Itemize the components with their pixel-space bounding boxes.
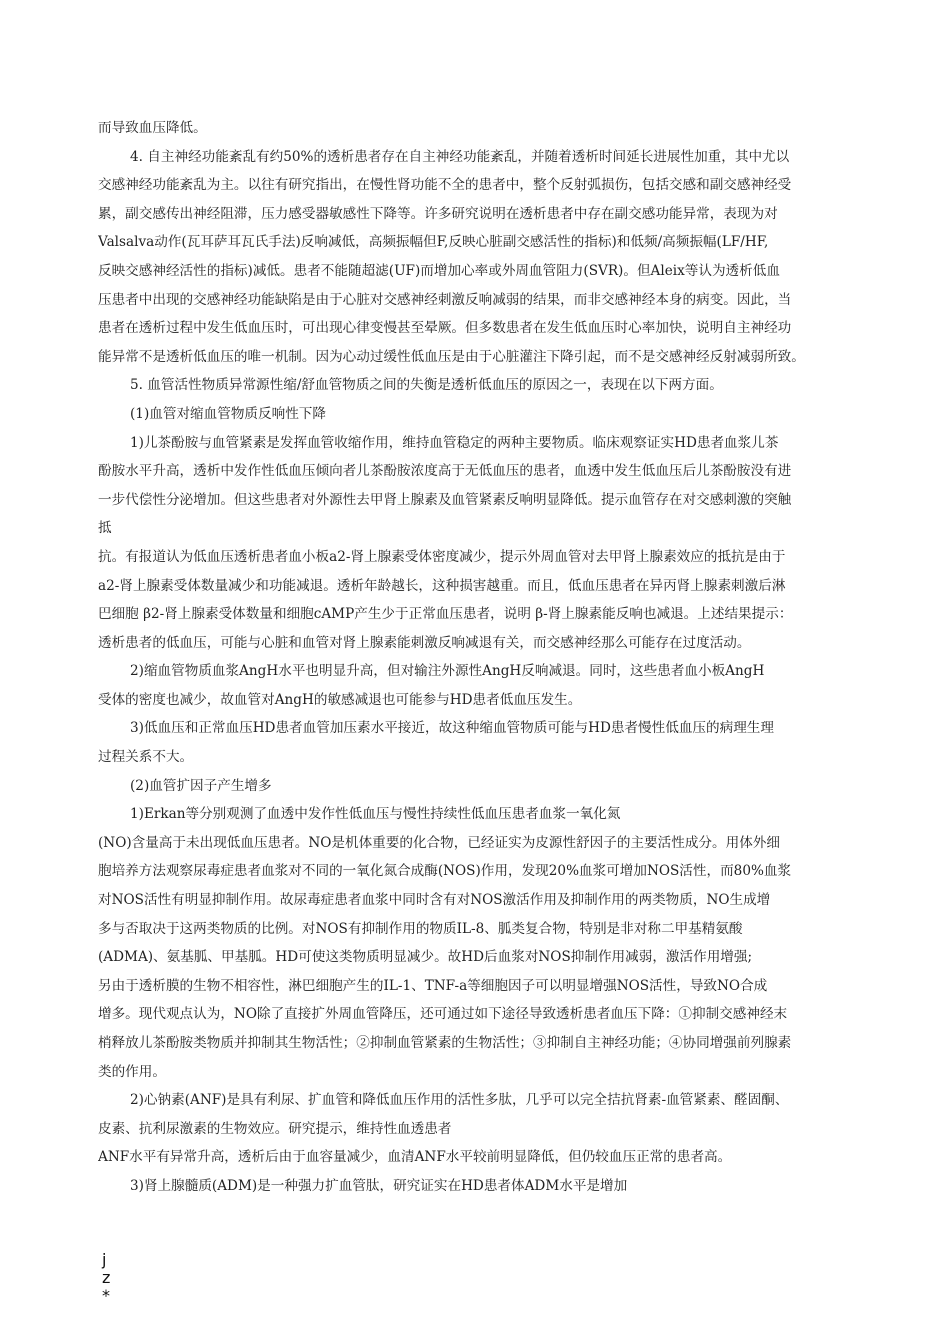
text-line: 累，副交感传出神经阻滞，压力感受器敏感性下降等。许多研究说明在透析患者中存在副交感功能异常，表现为对 xyxy=(98,205,778,222)
text-line: a2-肾上腺素受体数量减少和功能减退。透析年龄越长，这种损害越重。而且，低血压患者在异丙肾上腺素刺激后淋 xyxy=(98,577,786,594)
text-line: 抵 xyxy=(98,520,112,537)
text-line: 皮素、抗利尿激素的生物效应。研究提示，维持性血透患者 xyxy=(98,1120,452,1137)
text-line: 交感神经功能紊乱为主。以往有研究指出，在慢性肾功能不全的患者中，整个反射弧损伤，包括交感和副交感神经受 xyxy=(98,177,792,194)
text-line: ANF水平有异常升高，透析后由于血容量减少，血清ANF水平较前明显降低，但仍较血压正常的患者高。 xyxy=(98,1149,732,1166)
text-line: 增多。现代观点认为，NO除了直接扩外周血管降压，还可通过如下途径导致透析患者血压下降：①抑制交感神经末 xyxy=(98,1006,788,1023)
text-line: 4. 自主神经功能紊乱有约50%的透析患者存在自主神经功能紊乱，并随着透析时间延长进展性加重，其中尤以 xyxy=(130,148,790,165)
text-line: 透析患者的低血压，可能与心脏和血管对肾上腺素能刺激反响减退有关，而交感神经那么可能存在过度活动。 xyxy=(98,634,751,651)
text-line: (ADMA)、氨基胍、甲基胍。HD可使这类物质明显减少。故HD后血浆对NOS抑制作用减弱，激活作用增强; xyxy=(98,949,753,966)
footer-char: * xyxy=(102,1286,110,1305)
page-footer-mark xyxy=(102,1251,122,1305)
footer-char: z xyxy=(102,1268,111,1287)
text-line: 2)心钠素(ANF)是具有利尿、扩血管和降低血压作用的活性多肽，几乎可以完全拮抗肾素-血管紧素、醛固酮、 xyxy=(130,1092,789,1109)
text-line: 2)缩血管物质血浆AngH水平也明显升高，但对输注外源性AngH反响减退。同时，这些患者血小板AngH xyxy=(130,663,765,680)
text-line: 胞培养方法观察尿毒症患者血浆对不同的一氧化氮合成酶(NOS)作用，发现20%血浆可增加NOS活性，而80%血浆 xyxy=(98,863,792,880)
text-line: 对NOS活性有明显抑制作用。故尿毒症患者血浆中同时含有对NOS激活作用及抑制作用的两类物质，NO生成增 xyxy=(98,892,771,909)
footer-char: j xyxy=(102,1250,107,1269)
text-line: 类的作用。 xyxy=(98,1063,166,1080)
text-line: (1)血管对缩血管物质反响性下降 xyxy=(130,405,326,422)
text-line: 压患者中出现的交感神经功能缺陷是由于心脏对交感神经刺激反响减弱的结果，而非交感神经本身的病变。因此，当 xyxy=(98,291,792,308)
text-line: 1)Erkan等分别观测了血透中发作性低血压与慢性持续性低血压患者血浆一氧化氮 xyxy=(130,806,621,823)
text-line: (2)血管扩因子产生增多 xyxy=(130,777,272,794)
text-line: 3)低血压和正常血压HD患者血管加压素水平接近，故这种缩血管物质可能与HD患者慢性低血压的病理生理 xyxy=(130,720,774,737)
text-line: 梢释放儿茶酚胺类物质并抑制其生物活性；②抑制血管紧素的生物活性；③抑制自主神经功能；④协同增强前列腺素 xyxy=(98,1035,792,1051)
text-line: 5. 血管活性物质异常源性缩/舒血管物质之间的失衡是透析低血压的原因之一，表现在以下两方面。 xyxy=(130,377,723,394)
text-line: 另由于透析膜的生物不相容性，淋巴细胞产生的IL-1、TNF-a等细胞因子可以明显增强NOS活性，导致NO合成 xyxy=(98,977,768,994)
text-line: 反映交感神经活性的指标)减低。患者不能随超滤(UF)而增加心率或外周血管阻力(SVR)。但Aleix等认为透析低血 xyxy=(98,262,780,279)
text-line: 一步代偿性分泌增加。但这些患者对外源性去甲肾上腺素及血管紧素反响明显降低。提示血管存在对交感刺激的突触 xyxy=(98,491,792,508)
text-line: 过程关系不大。 xyxy=(98,749,194,766)
text-line: 酚胺水平升高，透析中发作性低血压倾向者儿茶酚胺浓度高于无低血压的患者，血透中发生低血压后儿茶酚胺没有进 xyxy=(98,463,792,480)
text-line: Valsalva动作(瓦耳萨耳瓦氏手法)反响减低，高频振幅但F,反映心脏副交感活性的指标)和低频/高频振幅(LF/HF, xyxy=(98,234,769,251)
text-line: 能异常不是透析低血压的唯一机制。因为心动过缓性低血压是由于心脏灌注下降引起，而不是交感神经反射减弱所致。 xyxy=(98,348,805,365)
text-line: 抗。有报道认为低血压透析患者血小板a2-肾上腺素受体密度减少，提示外周血管对去甲肾上腺素效应的抵抗是由于 xyxy=(98,548,786,565)
text-line: (NO)含量高于未出现低血压患者。NO是机体重要的化合物，已经证实为皮源性舒因子的主要活性成分。用体外细 xyxy=(98,834,780,851)
text-line: 1)儿茶酚胺与血管紧素是发挥血管收缩作用，维持血管稳定的两种主要物质。临床观察证实HD患者血浆儿茶 xyxy=(130,434,779,451)
text-line: 3)肾上腺髓质(ADM)是一种强力扩血管肽，研究证实在HD患者体ADM水平是增加 xyxy=(130,1177,628,1194)
text-line: 而导致血压降低。 xyxy=(98,120,207,136)
text-line: 多与否取决于这两类物质的比例。对NOS有抑制作用的物质IL-8、胍类复合物，特别是非对称二甲基精氨酸 xyxy=(98,920,743,937)
text-line: 受体的密度也减少，故血管对AngH的敏感减退也可能参与HD患者低血压发生。 xyxy=(98,691,582,708)
text-line: 巴细胞 β2-肾上腺素受体数量和细胞cAMP产生少于正常血压患者，说明 β-肾上腺素能反响也减退。上述结果提示： xyxy=(98,606,793,623)
text-line: 患者在透析过程中发生低血压时，可出现心律变慢甚至晕厥。但多数患者在发生低血压时心率加快，说明自主神经功 xyxy=(98,320,792,337)
body-text xyxy=(98,114,868,1201)
